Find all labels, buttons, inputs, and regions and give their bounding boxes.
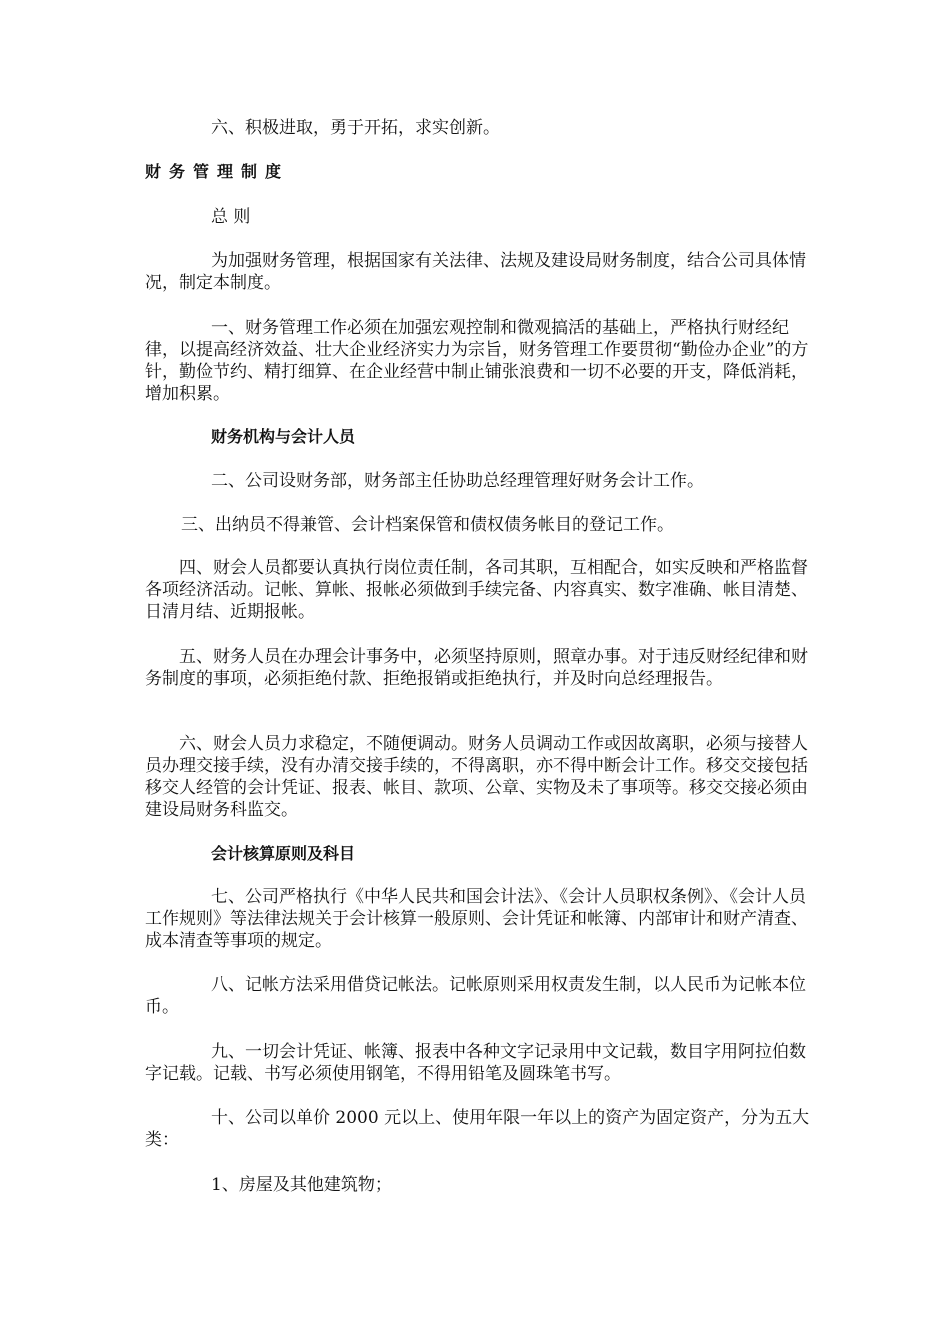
paragraph-8: 八、记帐方法采用借贷记帐法。记帐原则采用权责发生制，以人民币为记帐本位币。 <box>145 975 806 1017</box>
paragraph-2: 二、公司设财务部，财务部主任协助总经理管理好财务会计工作。 <box>211 471 704 491</box>
paragraph-9: 九、一切会计凭证、帐簿、报表中各种文字记录用中文记载，数目字用阿拉伯数字记载。记载、书写必须使用钢笔，不得用铅笔及圆珠笔书写。 <box>145 1042 806 1084</box>
section-title: 财务管理制度 <box>145 162 290 181</box>
heading-accounting: 会计核算原则及科目 <box>211 844 356 863</box>
paragraph-7: 七、公司严格执行《中华人民共和国会计法》、《会计人员职权条例》、《会计人员工作规则》等法律法规关于会计核算一般原则、会计凭证和帐簿、内部审计和财产清查、成本清查等事项的规定。 <box>145 887 808 951</box>
paragraph-3: 三、出纳员不得兼管、会计档案保管和债权债务帐目的登记工作。 <box>181 515 674 535</box>
paragraph-4: 四、财会人员都要认真执行岗位责任制，各司其职，互相配合，如实反映和严格监督各项经济活动。记帐、算帐、报帐必须做到手续完备、内容真实、数字准确、帐目清楚、日清月结、近期报帐。 <box>145 558 808 622</box>
paragraph-6: 六、财会人员力求稳定，不随便调动。财务人员调动工作或因故离职，必须与接替人员办理交接手续，没有办清交接手续的，不得离职，亦不得中断会计工作。移交交接包括移交人经管的会计凭证、报表、帐目、款项、公章、实物及未了事项等。移交交接必须由建设局财务科监交。 <box>145 734 808 820</box>
paragraph-10: 十、公司以单价 2000 元以上、使用年限一年以上的资产为固定资产，分为五大类： <box>145 1108 810 1150</box>
paragraph-5: 五、财务人员在办理会计事务中，必须坚持原则，照章办事。对于违反财经纪律和财务制度的事项，必须拒绝付款、拒绝报销或拒绝执行，并及时向总经理报告。 <box>145 647 808 689</box>
paragraph-1: 一、财务管理工作必须在加强宏观控制和微观搞活的基础上，严格执行财经纪律，以提高经济效益、壮大企业经济实力为宗旨，财务管理工作要贯彻“勤俭办企业”的方针，勤俭节约、精打细算、在企业经营中制止铺张浪费和一切不必要的开支，降低消耗，增加积累。 <box>145 318 809 404</box>
list-item-1: 1、房屋及其他建筑物； <box>211 1175 392 1195</box>
heading-finance-org: 财务机构与会计人员 <box>211 427 356 446</box>
paragraph-innovation: 六、积极进取，勇于开拓，求实创新。 <box>211 118 500 138</box>
paragraph-intro: 为加强财务管理，根据国家有关法律、法规及建设局财务制度，结合公司具体情况，制定本制度。 <box>145 251 806 293</box>
general-heading: 总 则 <box>211 207 251 227</box>
